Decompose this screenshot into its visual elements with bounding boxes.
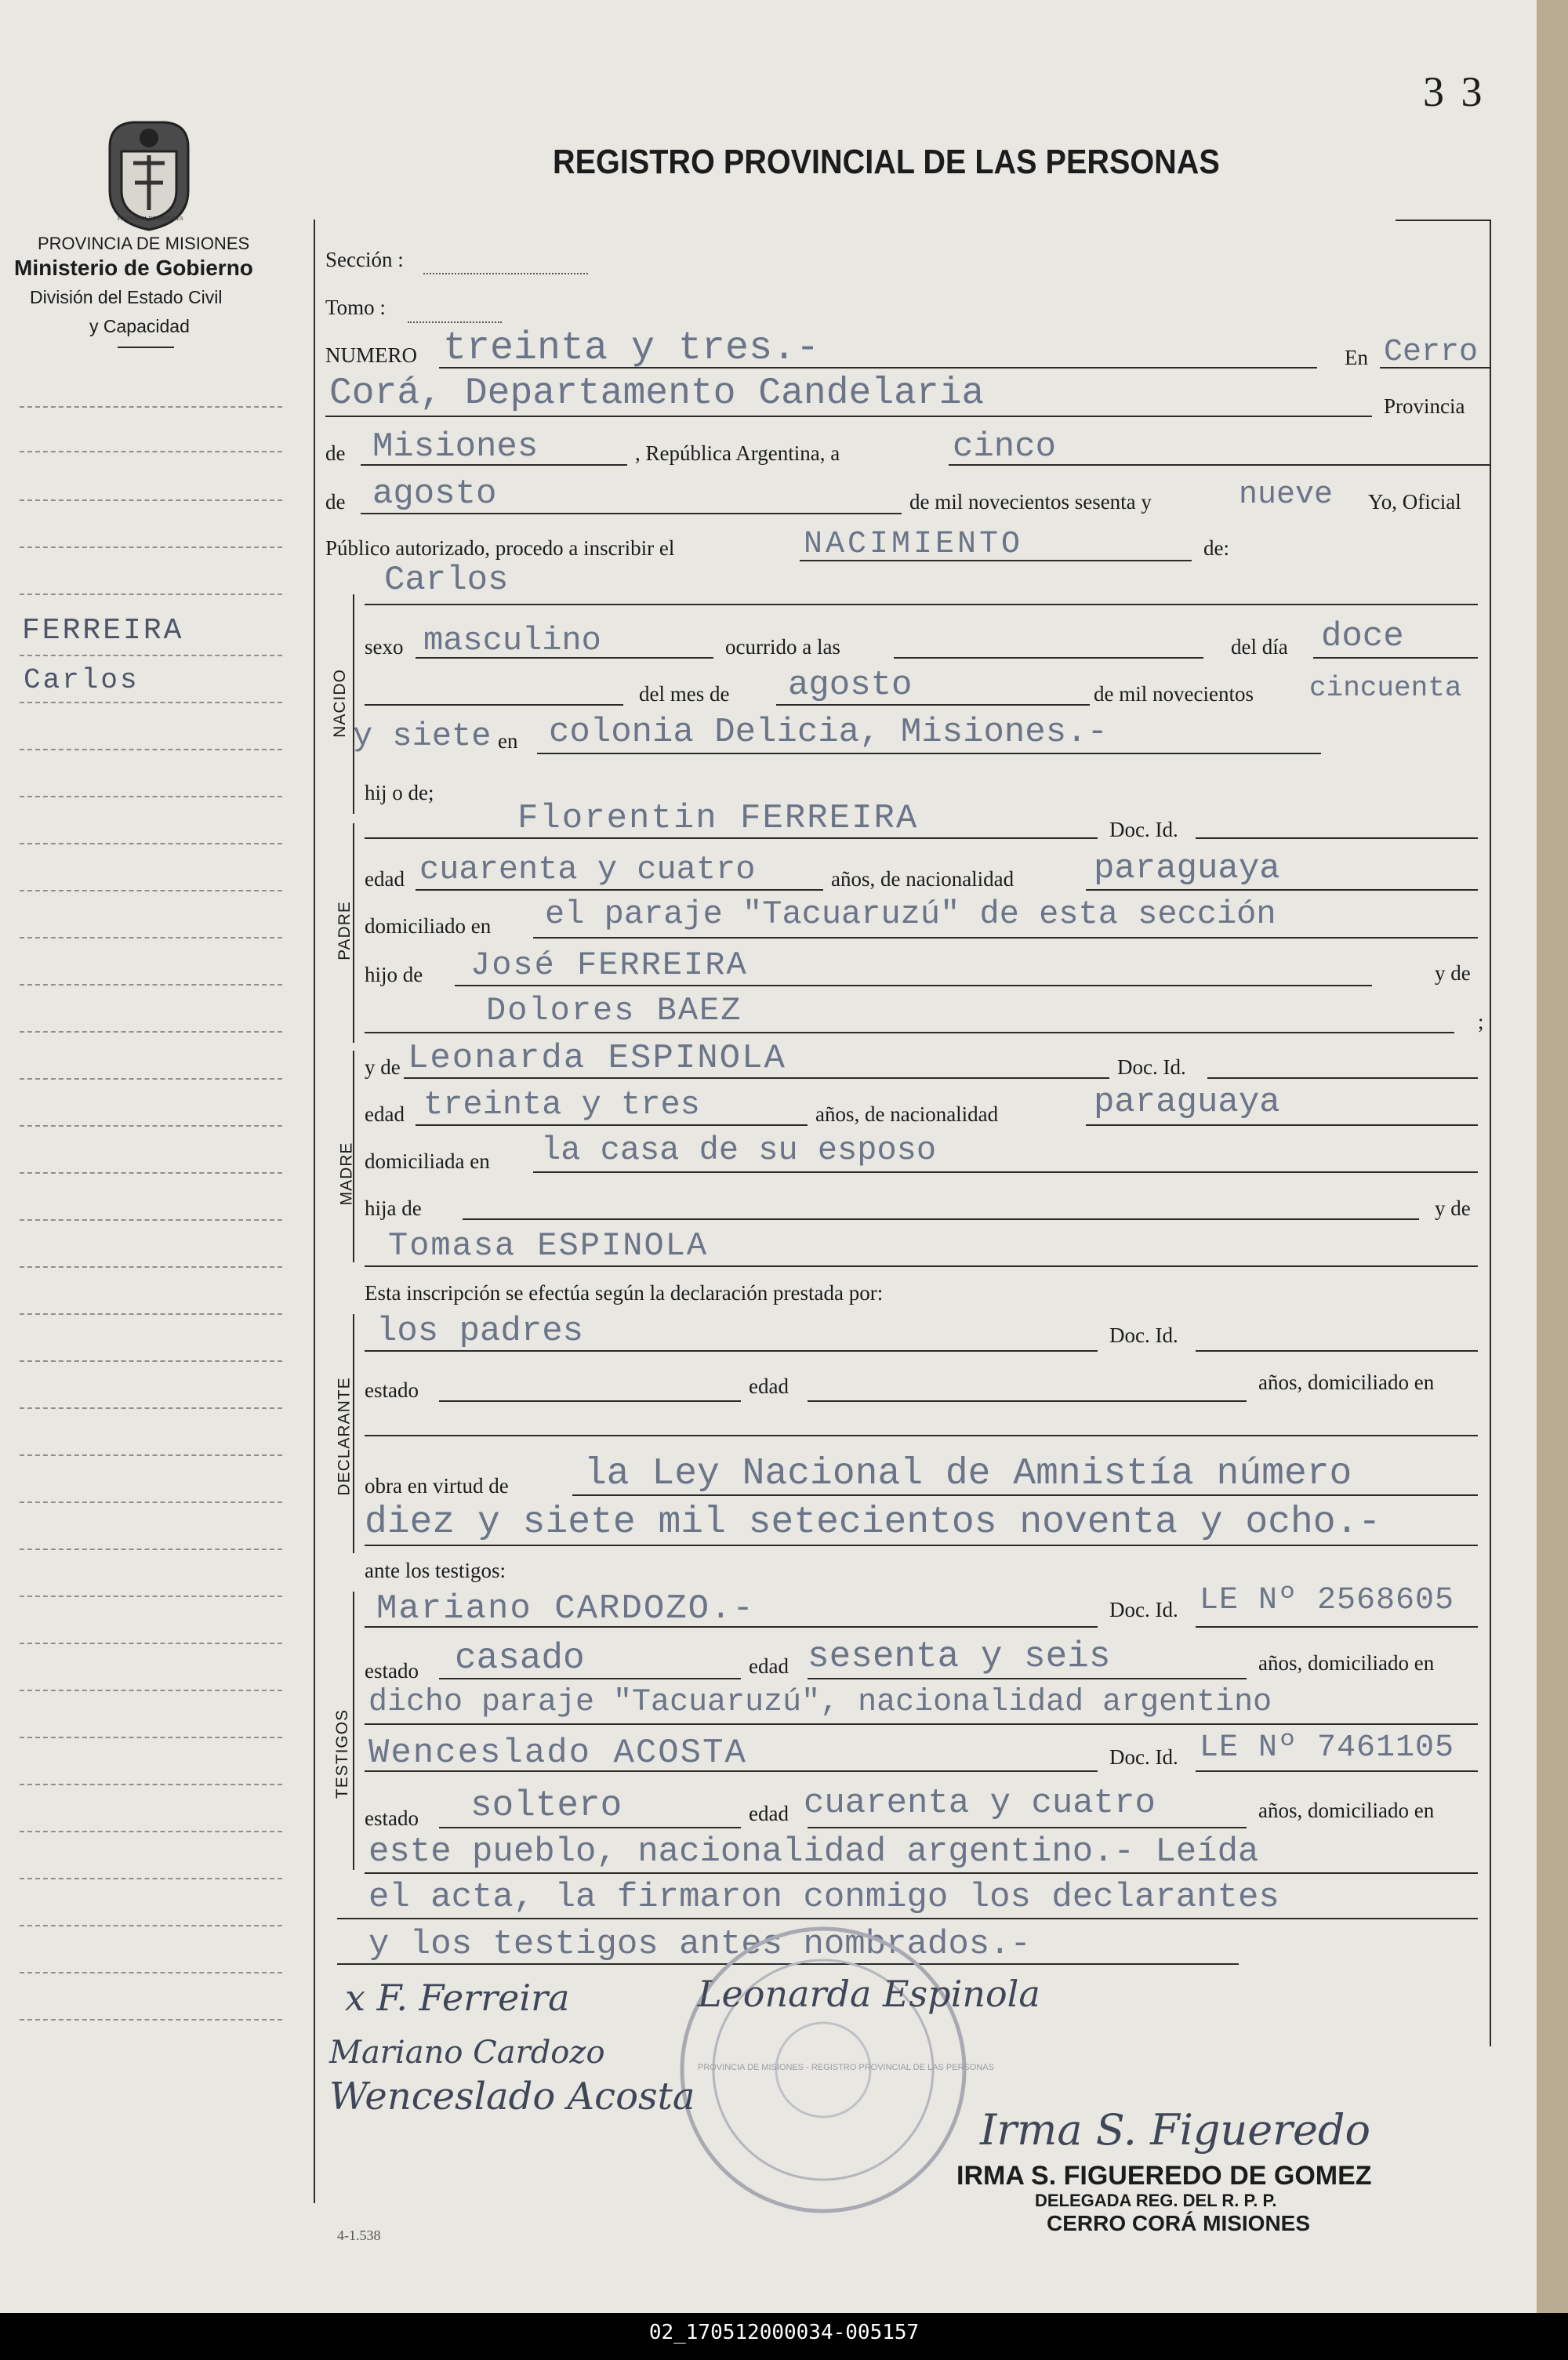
t1-estado-label: estado bbox=[365, 1659, 419, 1683]
madre-dom-value: la casa de su esposo bbox=[541, 1131, 937, 1169]
testigos-section-label: TESTIGOS bbox=[333, 1708, 352, 1799]
madre-madre-field bbox=[365, 1265, 1478, 1267]
deldia-label: del día bbox=[1231, 635, 1288, 659]
madre-edad-value: treinta y tres bbox=[423, 1086, 700, 1124]
t1-estado-value: casado bbox=[455, 1638, 585, 1679]
madre-nombre-field bbox=[404, 1077, 1109, 1079]
nacido-mil-label: de mil novecientos bbox=[1094, 682, 1254, 706]
division-label: División del Estado Civil bbox=[30, 287, 223, 307]
t1-edad-value: sesenta y seis bbox=[808, 1636, 1111, 1677]
obra-value-b: diez y siete mil setecientos noventa y ocho.- bbox=[365, 1501, 1381, 1544]
form-left-border bbox=[314, 220, 315, 2203]
mil-label: de mil novecientos sesenta y bbox=[909, 490, 1152, 514]
declarante-doc-field bbox=[1196, 1350, 1478, 1352]
yo-label: Yo, Oficial bbox=[1368, 490, 1461, 514]
nacido-nombre-field bbox=[365, 604, 1478, 605]
nacido-extra-field bbox=[365, 704, 623, 706]
nacido-nombre-value: Carlos bbox=[384, 561, 509, 600]
madre-hijade-label: hija de bbox=[365, 1196, 422, 1220]
closing-line-a: el acta, la firmaron conmigo los declarantes bbox=[368, 1878, 1279, 1917]
publico-label: Público autorizado, procedo a inscribir el bbox=[325, 536, 675, 560]
capacity-label: y Capacidad bbox=[89, 316, 190, 336]
nacido-mes-value: agosto bbox=[788, 666, 913, 705]
dia-value: cinco bbox=[953, 427, 1057, 467]
declarante-estado-field bbox=[439, 1400, 741, 1402]
en-value-a: Cerro bbox=[1384, 335, 1479, 370]
padre-edad-label: edad bbox=[365, 867, 405, 891]
padre-nac-label: años, de nacionalidad bbox=[831, 867, 1014, 891]
declarante-edad-field bbox=[808, 1400, 1247, 1402]
dia-field bbox=[949, 464, 1490, 466]
padre-hijode-value: José FERREIRA bbox=[470, 946, 748, 984]
tomo-label: Tomo : bbox=[325, 296, 386, 319]
padre-hijode-field bbox=[455, 985, 1372, 986]
official-name: IRMA S. FIGUEREDO DE GOMEZ bbox=[956, 2161, 1372, 2191]
padre-edad-field bbox=[416, 889, 823, 891]
t2-estado-value: soltero bbox=[470, 1785, 622, 1826]
t1-nombre: Mariano CARDOZO.- bbox=[376, 1589, 755, 1628]
page-number: 3 3 bbox=[1423, 68, 1486, 115]
padre-dom-field bbox=[533, 937, 1478, 939]
padre-yde-label: y de bbox=[1435, 961, 1471, 985]
padre-hijode-label: hijo de bbox=[365, 963, 423, 986]
signature-acosta: Wenceslado Acosta bbox=[329, 2075, 695, 2119]
official-place: CERRO CORÁ MISIONES bbox=[1047, 2211, 1311, 2235]
sexo-field bbox=[416, 657, 713, 659]
tomo-field bbox=[408, 321, 502, 323]
nacido-lugar-field bbox=[537, 753, 1321, 754]
mes-value: agosto bbox=[372, 474, 497, 514]
declarante-dom-label: años, domiciliado en bbox=[1258, 1371, 1435, 1394]
footer-caption: 02_170512000034-005157 bbox=[648, 2321, 920, 2344]
madre-yde2-label: y de bbox=[1435, 1196, 1471, 1220]
obra-label: obra en virtud de bbox=[365, 1474, 509, 1498]
t2-edad-field bbox=[808, 1827, 1247, 1828]
testigos-border bbox=[353, 1592, 354, 1870]
madre-nac-label: años, de nacionalidad bbox=[815, 1102, 999, 1126]
provincia-field bbox=[361, 464, 627, 466]
en-value-b: Corá, Departamento Candelaria bbox=[329, 372, 985, 415]
provincia-value: Misiones bbox=[372, 427, 539, 467]
padre-doc-label: Doc. Id. bbox=[1109, 818, 1178, 841]
margin-line-given bbox=[20, 702, 282, 703]
padre-nac-value: paraguaya bbox=[1094, 849, 1280, 888]
t1-estado-field bbox=[439, 1678, 741, 1679]
de2-label: de bbox=[325, 490, 346, 514]
form-code: 4-1.538 bbox=[337, 2227, 381, 2243]
signature-ferreira: x F. Ferreira bbox=[345, 1977, 570, 2019]
madre-nombre-value: Leonarda ESPINOLA bbox=[408, 1039, 786, 1078]
sexo-value: masculino bbox=[423, 622, 601, 659]
nacido-dia-value: doce bbox=[1321, 617, 1404, 656]
book-binding bbox=[1537, 0, 1568, 2313]
numero-label: NUMERO bbox=[325, 343, 418, 367]
declarante-estado-label: estado bbox=[365, 1378, 419, 1402]
t2-edad-value: cuarenta y cuatro bbox=[804, 1784, 1156, 1823]
seccion-field bbox=[423, 273, 588, 274]
closing-line-b: y los testigos antes nombrados.- bbox=[368, 1925, 1031, 1964]
declarante-intro: Esta inscripción se efectúa según la declaración prestada por: bbox=[365, 1281, 884, 1305]
madre-hijade-field bbox=[463, 1218, 1419, 1220]
t2-nombre: Wenceslado ACOSTA bbox=[368, 1734, 747, 1773]
de-label: de bbox=[325, 441, 346, 465]
t1-doc-value: LE Nº 2568605 bbox=[1200, 1583, 1455, 1618]
official-stamp bbox=[674, 1921, 994, 2219]
t1-edad-label: edad bbox=[749, 1654, 789, 1678]
ocurrido-label: ocurrido a las bbox=[725, 635, 840, 659]
padre-semicolon: ; bbox=[1478, 1010, 1484, 1033]
t2-doc-field bbox=[1196, 1770, 1478, 1772]
t2-dom-value: este pueblo, nacionalidad argentino.- Leída bbox=[368, 1832, 1259, 1872]
testigos-intro: ante los testigos: bbox=[365, 1559, 506, 1582]
hijo-label: hij o de; bbox=[365, 781, 434, 804]
padre-section-label: PADRE bbox=[335, 901, 354, 960]
t1-doc-field bbox=[1196, 1626, 1478, 1628]
declarante-edad-label: edad bbox=[749, 1374, 789, 1398]
t2-dom-label: años, domiciliado en bbox=[1258, 1799, 1435, 1822]
padre-nombre-field bbox=[365, 837, 1098, 839]
footer-bar bbox=[0, 2313, 1568, 2360]
madre-yde-label: y de bbox=[365, 1055, 401, 1079]
seccion-label: Sección : bbox=[325, 248, 404, 271]
obra-field-a bbox=[572, 1494, 1478, 1496]
declarante-section-label: DECLARANTE bbox=[335, 1377, 354, 1496]
t1-doc-label: Doc. Id. bbox=[1109, 1598, 1178, 1621]
official-role: DELEGADA REG. DEL R. P. P. bbox=[1035, 2191, 1277, 2210]
t1-dom-label: años, domiciliado en bbox=[1258, 1651, 1435, 1675]
obra-field-b bbox=[365, 1545, 1478, 1546]
numero-field bbox=[439, 367, 1317, 369]
stamp-text: PROVINCIA DE MISIONES - REGISTRO PROVINCIAL DE LAS PERSONAS bbox=[698, 2063, 994, 2072]
t2-estado-label: estado bbox=[365, 1806, 419, 1830]
madre-nac-field bbox=[1086, 1124, 1478, 1126]
declarante-dom-field bbox=[365, 1435, 1478, 1436]
ministry-label: Ministerio de Gobierno bbox=[14, 256, 253, 280]
t1-nombre-field bbox=[365, 1626, 1098, 1628]
signature-official: Irma S. Figueredo bbox=[980, 2105, 1370, 2155]
obra-value-a: la Ley Nacional de Amnistía número bbox=[584, 1453, 1352, 1495]
t2-doc-label: Doc. Id. bbox=[1109, 1745, 1178, 1769]
anio-value: nueve bbox=[1239, 477, 1334, 513]
nacido-lugar-value: colonia Delicia, Misiones.- bbox=[549, 713, 1108, 752]
signature-espinola: Leonarda Espinola bbox=[698, 1973, 1040, 2015]
declarante-doc-label: Doc. Id. bbox=[1109, 1323, 1178, 1347]
acto-field bbox=[800, 560, 1192, 561]
margin-line-surname bbox=[20, 655, 282, 656]
signature-cardozo: Mariano Cardozo bbox=[329, 2035, 605, 2071]
madre-doc-field bbox=[1207, 1077, 1478, 1079]
nacido-en-label: en bbox=[498, 729, 518, 753]
t1-dom-field bbox=[365, 1723, 1478, 1725]
nacido-section-label: NACIDO bbox=[330, 669, 349, 738]
padre-dom-label: domiciliado en bbox=[365, 914, 492, 938]
numero-value: treinta y tres.- bbox=[443, 326, 820, 371]
page-title: REGISTRO PROVINCIAL DE LAS PERSONAS bbox=[553, 143, 1220, 181]
mes-field bbox=[361, 513, 902, 514]
padre-doc-field bbox=[1196, 837, 1478, 839]
declarante-field bbox=[365, 1350, 1098, 1352]
t2-estado-field bbox=[439, 1827, 741, 1828]
padre-nac-field bbox=[1086, 889, 1478, 891]
t2-dom-field bbox=[365, 1872, 1478, 1874]
form-top-border bbox=[1396, 220, 1491, 221]
madre-doc-label: Doc. Id. bbox=[1117, 1055, 1186, 1079]
margin-given-name: Carlos bbox=[24, 664, 140, 696]
madre-nac-value: paraguaya bbox=[1094, 1083, 1280, 1122]
closing-field-a bbox=[337, 1918, 1478, 1919]
t1-edad-field bbox=[808, 1678, 1247, 1679]
madre-dom-field bbox=[533, 1171, 1478, 1173]
nacido-anio-value-a: cincuenta bbox=[1309, 672, 1462, 704]
margin-surname: FERREIRA bbox=[22, 614, 184, 648]
provincia-label: Provincia bbox=[1384, 394, 1465, 418]
padre-dom-value: el paraje "Tacuaruzú" de esta sección bbox=[545, 895, 1276, 933]
header-divider bbox=[118, 347, 174, 348]
padre-edad-value: cuarenta y cuatro bbox=[419, 851, 756, 888]
acto-value: NACIMIENTO bbox=[804, 527, 1024, 562]
en-label: En bbox=[1345, 346, 1368, 369]
republica-label: , República Argentina, a bbox=[635, 441, 840, 465]
padre-madre-field bbox=[365, 1032, 1454, 1033]
madre-section-label: MADRE bbox=[337, 1142, 356, 1206]
nacido-border bbox=[353, 594, 354, 814]
nacido-mes-field bbox=[776, 704, 1090, 706]
madre-madre-value: Tomasa ESPINOLA bbox=[388, 1227, 709, 1265]
en-field bbox=[1380, 367, 1490, 369]
sexo-label: sexo bbox=[365, 635, 404, 659]
padre-madre-value: Dolores BAEZ bbox=[486, 992, 742, 1029]
madre-dom-label: domiciliada en bbox=[365, 1149, 490, 1173]
nacido-anio-value-b: y siete bbox=[353, 717, 492, 755]
madre-edad-field bbox=[416, 1124, 808, 1126]
declarante-value: los padres bbox=[376, 1312, 584, 1351]
madre-edad-label: edad bbox=[365, 1102, 405, 1126]
form-right-border bbox=[1490, 220, 1491, 2046]
nacido-dia-field bbox=[1313, 657, 1478, 659]
hora-field bbox=[894, 657, 1203, 659]
lugar-field bbox=[325, 416, 1372, 417]
seal-caption: PROVINCIA DE MISIONES bbox=[118, 216, 183, 222]
t2-nombre-field bbox=[365, 1770, 1098, 1772]
t2-edad-label: edad bbox=[749, 1802, 789, 1825]
de3-label: de: bbox=[1203, 536, 1229, 560]
t1-dom-value: dicho paraje "Tacuaruzú", nacionalidad argentino bbox=[368, 1685, 1272, 1720]
padre-nombre-value: Florentin FERREIRA bbox=[517, 799, 919, 838]
delmes-label: del mes de bbox=[639, 682, 730, 706]
province-label: PROVINCIA DE MISIONES bbox=[38, 234, 250, 253]
t2-doc-value: LE Nº 7461105 bbox=[1200, 1730, 1455, 1766]
